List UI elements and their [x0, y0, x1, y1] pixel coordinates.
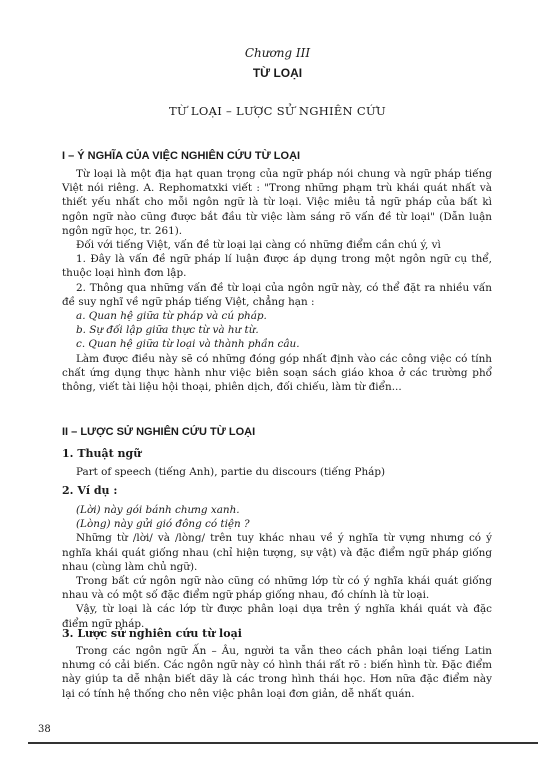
- list-item: b. Sự đối lập giữa thực từ và hư từ.: [76, 324, 259, 337]
- page-number: 38: [38, 724, 51, 735]
- section-title: TỪ LOẠI – LƯỢC SỬ NGHIÊN CỨU: [169, 104, 386, 118]
- subsection-body: [62, 465, 492, 479]
- list-item: a. Quan hệ giữa từ pháp và cú pháp.: [76, 310, 267, 323]
- paragraph: Trong các ngôn ngữ Ấn – Âu, người ta vẫn theo cách phân loại tiếng Latin nhưng có cải biến. Các ngôn ngữ này có hình thái rất rõ : biến hình từ. Đặc điểm này giúp ta dễ nhận biết dãy là các trong hình thái học. Hơn nữa đặc điểm này lại có tính hệ thống cho nên việc phân loại đơn giản, dễ nhất quán.: [62, 645, 492, 700]
- subsection-body: [62, 644, 492, 701]
- paragraph: 2. Thông qua những vấn đề từ loại của ngôn ngữ này, có thể đặt ra nhiều vấn đề suy nghĩ về ngữ pháp tiếng Việt, chẳng hạn :: [62, 281, 492, 308]
- subsection-title: 1. Thuật ngữ: [62, 447, 142, 460]
- example-line: (Lời) này gói bánh chưng xanh.: [76, 504, 240, 516]
- part1-heading: I – Ý NGHĨA CỦA VIỆC NGHIÊN CỨU TỪ LOẠI: [62, 150, 301, 162]
- chapter-label: Chương III: [244, 46, 311, 60]
- paragraph: Đối với tiếng Việt, vấn đề từ loại lại càng có những điểm cần chú ý, vì: [76, 239, 441, 252]
- example-line: (Lòng) này gửi gió đông có tiện ?: [76, 518, 250, 531]
- paragraph: Làm được điều này sẽ có những đóng góp nhất định vào các công việc có tính chất ứng dụng thực hành như việc biên soạn sách giáo khoa ở các trường phổ thông, viết tài liệu hội thoại, phiên dịch, đối chiếu, làm từ điển...: [62, 352, 492, 394]
- subsection-title: 2. Ví dụ :: [62, 484, 118, 497]
- paragraph: 1. Đây là vấn đề ngữ pháp lí luận được áp dụng trong một ngôn ngữ cụ thể, thuộc loại hình đơn lập.: [62, 253, 492, 280]
- list-item: c. Quan hệ giữa từ loại và thành phần câu.: [76, 338, 300, 351]
- paragraph: Part of speech (tiếng Anh), partie du discours (tiếng Pháp): [76, 466, 386, 478]
- subsection-title: 3. Lược sử nghiên cứu từ loại: [62, 627, 242, 640]
- subsection-body: [62, 503, 492, 631]
- paragraph: Từ loại là một địa hạt quan trọng của ngữ pháp nói chung và ngữ pháp tiếng Việt nói riêng. A. Rephomatxki viết : "Trong những phạm trù khái quát nhất và thiết yếu nhất cho mỗi ngôn ngữ là từ loại. Việc miêu tả ngữ pháp của bất kì ngôn ngữ nào cũng được bắt đầu từ việc làm sáng rõ vấn đề từ loại" (Dẫn luận ngôn ngữ học, tr. 261).: [62, 168, 492, 237]
- paragraph: Những từ /lời/ và /lòng/ trên tuy khác nhau về ý nghĩa từ vựng nhưng có ý nghĩa khái quát giống nhau (chỉ hiện tượng, sự vật) và đặc điểm ngữ pháp giống nhau (cùng làm chủ ngữ).: [62, 532, 492, 573]
- chapter-title: TỪ LOẠI: [252, 66, 303, 80]
- footer-rule: [28, 742, 538, 744]
- part2-heading: II – LƯỢC SỬ NGHIÊN CỨU TỪ LOẠI: [62, 426, 256, 438]
- paragraph: Vậy, từ loại là các lớp từ được phân loại dựa trên ý nghĩa khái quát và đặc điểm ngữ pháp.: [62, 603, 492, 630]
- paragraph: Trong bất cứ ngôn ngữ nào cũng có những lớp từ có ý nghĩa khái quát giống nhau và có một số đặc điểm ngữ pháp giống nhau, đó chính là từ loại.: [62, 575, 492, 602]
- part1-body: [62, 167, 492, 394]
